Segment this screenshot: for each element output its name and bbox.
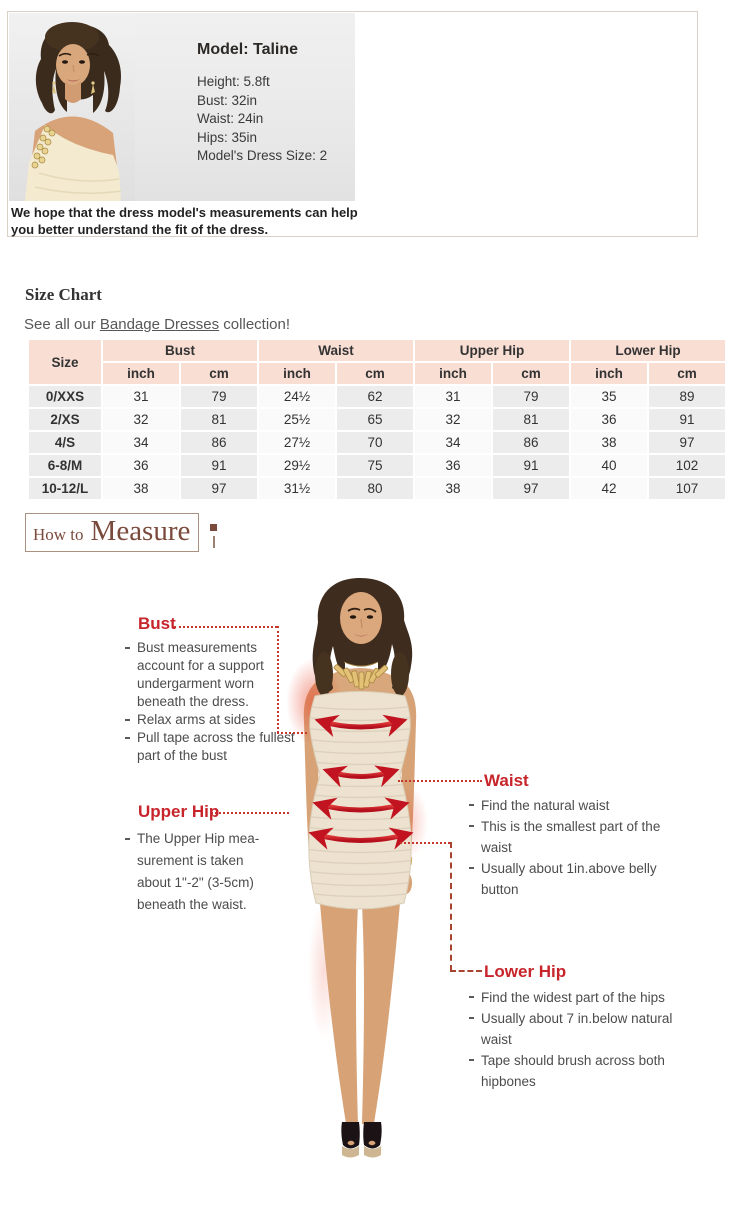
value-cell: 86 xyxy=(492,431,570,454)
value-cell: 79 xyxy=(492,385,570,408)
value-cell: 24½ xyxy=(258,385,336,408)
model-info-card xyxy=(7,11,698,237)
list-item: Tape should brush across both hipbones xyxy=(468,1050,686,1092)
value-cell: 34 xyxy=(414,431,492,454)
collection-line xyxy=(24,316,290,333)
list-item: The Upper Hip mea-surement is taken about 1"-2" (3-5cm) beneath the waist. xyxy=(124,828,276,916)
value-cell: 91 xyxy=(648,408,726,431)
how-to-measure-heading xyxy=(25,513,199,552)
unit-header: cm xyxy=(180,362,258,385)
value-cell: 40 xyxy=(570,454,648,477)
value-cell: 91 xyxy=(180,454,258,477)
table-row xyxy=(28,477,726,500)
unit-header: inch xyxy=(258,362,336,385)
value-cell: 27½ xyxy=(258,431,336,454)
value-cell: 31 xyxy=(414,385,492,408)
model-stat-height: Height: 5.8ft xyxy=(197,74,270,89)
waist-tips-list xyxy=(468,795,674,900)
value-cell: 38 xyxy=(102,477,180,500)
table-row xyxy=(28,454,726,477)
value-cell: 79 xyxy=(180,385,258,408)
list-item: Usually about 7 in.below natural waist xyxy=(468,1008,686,1050)
value-cell: 97 xyxy=(648,431,726,454)
value-cell: 81 xyxy=(492,408,570,431)
value-cell: 97 xyxy=(492,477,570,500)
list-item: Find the natural waist xyxy=(468,795,674,816)
group-header-upper-hip: Upper Hip xyxy=(414,339,570,362)
lower-hip-label: Lower Hip xyxy=(484,962,567,981)
lower-hip-connector-line xyxy=(450,842,452,971)
heading-accent-square xyxy=(210,524,217,531)
model-stat-hips: Hips: 35in xyxy=(197,129,258,145)
size-cell: 6-8/M xyxy=(28,454,102,477)
size-cell: 0/XXS xyxy=(28,385,102,408)
model-stat-waist: Waist: 24in xyxy=(197,111,264,126)
upper-hip-connector-line xyxy=(211,812,289,814)
value-cell: 38 xyxy=(414,477,492,500)
bust-connector-line xyxy=(174,626,277,628)
model-name-title: Model: Taline xyxy=(197,41,299,58)
value-cell: 91 xyxy=(492,454,570,477)
value-cell: 38 xyxy=(570,431,648,454)
value-cell: 102 xyxy=(648,454,726,477)
model-portrait-photo xyxy=(9,13,135,201)
group-header-lower-hip: Lower Hip xyxy=(570,339,726,362)
lower-hip-tips-list xyxy=(468,987,686,1092)
value-cell: 70 xyxy=(336,431,414,454)
value-cell: 36 xyxy=(414,454,492,477)
value-cell: 31½ xyxy=(258,477,336,500)
unit-header: cm xyxy=(336,362,414,385)
upper-hip-label: Upper Hip xyxy=(138,802,220,821)
value-cell: 62 xyxy=(336,385,414,408)
model-stat-dress-size: Model's Dress Size: 2 xyxy=(197,148,328,163)
unit-header: inch xyxy=(102,362,180,385)
list-item: This is the smallest part of the waist xyxy=(468,816,674,858)
value-cell: 75 xyxy=(336,454,414,477)
value-cell: 25½ xyxy=(258,408,336,431)
collection-line-suffix: collection! xyxy=(219,316,291,333)
value-cell: 80 xyxy=(336,477,414,500)
value-cell: 32 xyxy=(102,408,180,431)
size-cell: 2/XS xyxy=(28,408,102,431)
bust-label: Bust xyxy=(138,614,176,633)
value-cell: 29½ xyxy=(258,454,336,477)
model-stat-bust: Bust: 32in xyxy=(197,92,258,108)
value-cell: 32 xyxy=(414,408,492,431)
unit-header: inch xyxy=(414,362,492,385)
group-header-bust: Bust xyxy=(102,339,258,362)
table-row xyxy=(28,408,726,431)
size-cell: 10-12/L xyxy=(28,477,102,500)
black-heels xyxy=(341,1122,381,1158)
value-cell: 36 xyxy=(102,454,180,477)
value-cell: 34 xyxy=(102,431,180,454)
list-item: Bust measurements account for a support undergarment worn beneath the dress. xyxy=(124,639,296,711)
model-caption: We hope that the dress model's measurements can help you better understand the fit of the dress. xyxy=(11,205,358,237)
value-cell: 81 xyxy=(180,408,258,431)
list-item: Relax arms at sides xyxy=(124,711,296,729)
list-item: Pull tape across the fullest part of the bust xyxy=(124,729,296,765)
unit-header: cm xyxy=(492,362,570,385)
waist-label: Waist xyxy=(484,771,529,790)
size-corner-header: Size xyxy=(28,339,102,385)
size-chart-title: Size Chart xyxy=(25,285,102,304)
list-item: Find the widest part of the hips xyxy=(468,987,686,1008)
table-row xyxy=(28,385,726,408)
model-photo-panel xyxy=(9,13,355,201)
heading-accent-bar xyxy=(213,536,215,548)
size-chart-table xyxy=(27,338,727,501)
lower-hip-connector-line xyxy=(400,842,450,844)
unit-header: cm xyxy=(648,362,726,385)
group-header-waist: Waist xyxy=(258,339,414,362)
heading-measure: Measure xyxy=(90,515,191,547)
value-cell: 89 xyxy=(648,385,726,408)
bust-tips-list xyxy=(124,639,296,765)
value-cell: 31 xyxy=(102,385,180,408)
waist-connector-line xyxy=(398,780,482,782)
value-cell: 97 xyxy=(180,477,258,500)
model-measurements xyxy=(197,41,327,166)
upper-hip-tips-list xyxy=(124,828,276,916)
collection-line-prefix: See all our xyxy=(24,316,100,333)
value-cell: 35 xyxy=(570,385,648,408)
value-cell: 36 xyxy=(570,408,648,431)
value-cell: 86 xyxy=(180,431,258,454)
unit-header: inch xyxy=(570,362,648,385)
heading-how-to: How to xyxy=(33,525,84,544)
value-cell: 107 xyxy=(648,477,726,500)
table-row xyxy=(28,431,726,454)
measure-diagram xyxy=(0,560,755,1206)
list-item: Usually about 1in.above belly button xyxy=(468,858,674,900)
size-cell: 4/S xyxy=(28,431,102,454)
bandage-dresses-link[interactable]: Bandage Dresses xyxy=(99,316,220,333)
value-cell: 42 xyxy=(570,477,648,500)
lower-hip-connector-line xyxy=(450,970,482,972)
value-cell: 65 xyxy=(336,408,414,431)
